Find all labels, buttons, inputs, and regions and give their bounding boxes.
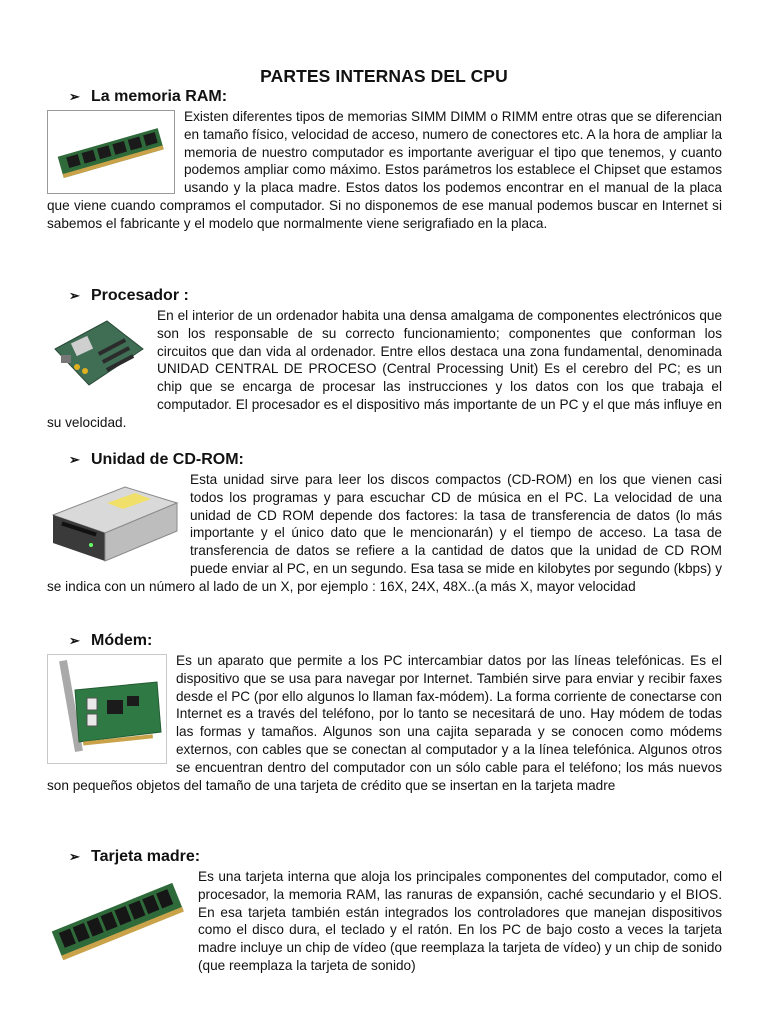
cdrom-drive-icon bbox=[47, 473, 181, 569]
section-body bbox=[47, 471, 722, 596]
page-title: PARTES INTERNAS DEL CPU bbox=[260, 66, 508, 86]
section-text: Es una tarjeta interna que aloja los principales componentes del computador, como el procesador, la memoria RAM, las ranuras de expansión, caché secundario y el BIOS. En esa tarjeta también están integrados los controladores que manejan dispositivos como el disco dura, el teclado y el ratón. En los PC de bajo costo a veces la tarjeta madre incluye un chip de vídeo (que reemplaza la tarjeta de vídeo) y un chip de sonido (que reemplaza la tarjeta de sonido) bbox=[198, 869, 722, 973]
section-body bbox=[47, 108, 722, 233]
section-heading bbox=[69, 88, 227, 106]
arrow-bullet-icon: ➢ bbox=[69, 849, 80, 864]
heading-text: Tarjeta madre: bbox=[91, 848, 201, 865]
section-text: Es un aparato que permite a los PC intercambiar datos por las líneas telefónicas. Es el dispositivo que se usa para navegar por Internet. También sirve para enviar y recibir faxes desde el PC (por ello algunos lo llaman fax-módem). La forma corriente de conectarse con Internet es a través del teléfono, por lo tanto se necesitará de uno. Hay módem de todas las formas y tamaños. Algunos son una cajita separada y se conocen como módems externos, con cables que se conectan al computador y a la línea telefónica. Algunos otros se encuentran dentro del computador con un sólo cable para el teléfono; los más nuevos son pequeños objetos del tamaño de una tarjeta de crédito que se insertan en la tarjeta madre bbox=[47, 653, 722, 793]
heading-text: Procesador : bbox=[91, 287, 189, 304]
arrow-bullet-icon: ➢ bbox=[69, 288, 80, 303]
memory-board-icon bbox=[47, 870, 189, 974]
heading-text: Unidad de CD-ROM: bbox=[91, 451, 244, 468]
section-body bbox=[47, 652, 722, 794]
section-heading bbox=[69, 287, 189, 305]
ram-module-icon bbox=[47, 110, 175, 194]
section-text: Existen diferentes tipos de memorias SIMM DIMM o RIMM entre otras que se diferencian en tamaño físico, velocidad de acceso, numero de conectores etc. A la hora de ampliar la memoria de nuestro computador es importante averiguar el tipo que tenemos, y cuanto podemos ampliar como máximo. Estos parámetros los establece el Chipset que estamos usando y la placa madre. Estos datos los podemos encontrar en el manual de la placa que viene cuando compramos el computador. Si no disponemos de ese manual podemos buscar en Internet si sabemos el fabricante y el modelo que normalmente viene serigrafiado en la placa. bbox=[47, 109, 722, 231]
arrow-bullet-icon: ➢ bbox=[69, 452, 80, 467]
modem-card-icon bbox=[47, 654, 167, 764]
section-text: Esta unidad sirve para leer los discos compactos (CD-ROM) en los que vienen casi todos los programas y para escuchar CD de música en el PC. La velocidad de una unidad de CD ROM depende dos factores: la tasa de transferencia de datos (lo más importante y el único dato que le mencionarán) y el tiempo de acceso. La tasa de transferencia de datos se refiere a la cantidad de datos que la unidad de CD ROM puede enviar al PC, en un segundo. Esa tasa se mide en kilobytes por segundo (kbps) y se indica con un número al lado de un X, por ejemplo : 16X, 24X, 48X..(a más X, mayor velocidad bbox=[47, 472, 722, 594]
arrow-bullet-icon: ➢ bbox=[69, 633, 80, 648]
motherboard-icon bbox=[47, 309, 147, 397]
section-text: En el interior de un ordenador habita una densa amalgama de componentes electrónicos que son los responsable de su correcto funcionamiento; componentes que conforman los circuitos que dan vida al ordenador. Entre ellos destaca una zona fundamental, denominada UNIDAD CENTRAL DE PROCESO (Central Processing Unit) Es el cerebro del PC; es un chip que se encarga de procesar las instrucciones y los datos con los que trabaja el computador. El procesador es el dispositivo más importante de un PC y el que más influye en su velocidad. bbox=[47, 308, 722, 430]
arrow-bullet-icon: ➢ bbox=[69, 89, 80, 104]
section-body bbox=[47, 868, 722, 975]
heading-text: Módem: bbox=[91, 632, 153, 649]
section-heading bbox=[69, 848, 200, 866]
section-body bbox=[47, 307, 722, 432]
section-heading bbox=[69, 632, 152, 650]
section-heading bbox=[69, 451, 244, 469]
heading-text: La memoria RAM: bbox=[91, 88, 228, 105]
